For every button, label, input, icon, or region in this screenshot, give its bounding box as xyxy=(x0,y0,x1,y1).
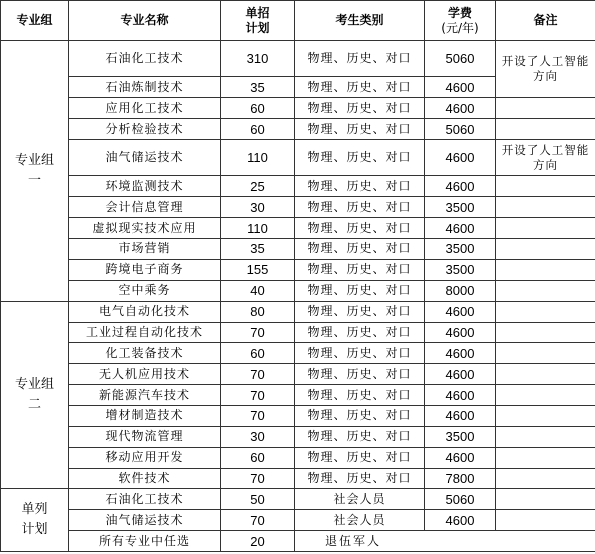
tuition-cell: 4600 xyxy=(425,77,496,98)
major-cell: 无人机应用技术 xyxy=(69,364,221,385)
major-cell: 石油炼制技术 xyxy=(69,77,221,98)
group-label-text: 专业组一 xyxy=(14,152,54,188)
table-row xyxy=(1,447,595,468)
tuition-cell: 3500 xyxy=(425,239,496,260)
major-cell: 石油化工技术 xyxy=(69,489,221,510)
table-row xyxy=(1,41,595,77)
quota-cell: 25 xyxy=(221,176,295,197)
quota-cell: 70 xyxy=(221,510,295,531)
quota-cell: 60 xyxy=(221,119,295,140)
note-cell: 开设了人工智能方向 xyxy=(496,41,595,98)
tuition-cell: 4600 xyxy=(425,405,496,426)
tuition-cell: 5060 xyxy=(425,489,496,510)
quota-cell: 110 xyxy=(221,140,295,176)
group-label-text: 单列计划 xyxy=(21,502,48,538)
note-cell xyxy=(496,301,595,322)
major-cell: 应用化工技术 xyxy=(69,98,221,119)
major-cell: 跨境电子商务 xyxy=(69,259,221,280)
major-cell: 虚拟现实技术应用 xyxy=(69,218,221,239)
major-cell: 化工装备技术 xyxy=(69,343,221,364)
table-row xyxy=(1,405,595,426)
major-cell: 工业过程自动化技术 xyxy=(69,322,221,343)
quota-cell: 35 xyxy=(221,239,295,260)
note-cell xyxy=(496,98,595,119)
table-row xyxy=(1,98,595,119)
tuition-cell: 4600 xyxy=(425,447,496,468)
note-cell xyxy=(496,218,595,239)
major-cell: 市场营销 xyxy=(69,239,221,260)
major-cell: 软件技术 xyxy=(69,468,221,489)
category-cell: 物理、历史、对口 xyxy=(295,405,425,426)
major-cell: 会计信息管理 xyxy=(69,197,221,218)
tuition-cell: 4600 xyxy=(425,343,496,364)
category-cell: 物理、历史、对口 xyxy=(295,176,425,197)
category-cell: 物理、历史、对口 xyxy=(295,322,425,343)
category-cell: 物理、历史、对口 xyxy=(295,259,425,280)
major-cell: 现代物流管理 xyxy=(69,426,221,447)
group-label-text: 专业组二 xyxy=(14,377,54,412)
group-label xyxy=(1,41,69,302)
header-category: 考生类别 xyxy=(295,1,425,41)
table-row xyxy=(1,364,595,385)
quota-cell: 310 xyxy=(221,41,295,77)
major-cell: 空中乘务 xyxy=(69,280,221,301)
quota-cell: 80 xyxy=(221,301,295,322)
category-cell: 退伍军人 xyxy=(295,531,595,552)
note-cell xyxy=(496,176,595,197)
table-row xyxy=(1,280,595,301)
tuition-cell: 3500 xyxy=(425,426,496,447)
category-cell: 物理、历史、对口 xyxy=(295,140,425,176)
tuition-cell: 4600 xyxy=(425,218,496,239)
table-row xyxy=(1,197,595,218)
category-cell: 物理、历史、对口 xyxy=(295,119,425,140)
note-cell xyxy=(496,119,595,140)
tuition-cell: 4600 xyxy=(425,510,496,531)
header-major: 专业名称 xyxy=(69,1,221,41)
tuition-cell: 4600 xyxy=(425,301,496,322)
table-row xyxy=(1,426,595,447)
note-cell xyxy=(496,343,595,364)
group-label xyxy=(1,489,69,552)
category-cell: 物理、历史、对口 xyxy=(295,426,425,447)
quota-cell: 70 xyxy=(221,405,295,426)
quota-cell: 110 xyxy=(221,218,295,239)
quota-cell: 70 xyxy=(221,322,295,343)
category-cell: 物理、历史、对口 xyxy=(295,98,425,119)
major-cell: 油气储运技术 xyxy=(69,140,221,176)
tuition-cell: 4600 xyxy=(425,385,496,406)
major-cell: 油气储运技术 xyxy=(69,510,221,531)
quota-cell: 70 xyxy=(221,385,295,406)
tuition-cell: 4600 xyxy=(425,364,496,385)
tuition-cell: 7800 xyxy=(425,468,496,489)
tuition-cell: 4600 xyxy=(425,98,496,119)
tuition-cell: 4600 xyxy=(425,322,496,343)
table-row xyxy=(1,510,595,531)
category-cell: 物理、历史、对口 xyxy=(295,447,425,468)
category-cell: 物理、历史、对口 xyxy=(295,468,425,489)
group-label xyxy=(1,301,69,489)
note-cell xyxy=(496,385,595,406)
major-cell: 新能源汽车技术 xyxy=(69,385,221,406)
tuition-cell: 4600 xyxy=(425,176,496,197)
header-tuition-line1: 学费 xyxy=(447,5,472,20)
quota-cell: 50 xyxy=(221,489,295,510)
note-cell xyxy=(496,364,595,385)
quota-cell: 30 xyxy=(221,426,295,447)
major-cell: 所有专业中任选 xyxy=(69,531,221,552)
tuition-cell: 5060 xyxy=(425,119,496,140)
note-cell: 开设了人工智能方向 xyxy=(496,140,595,176)
note-cell xyxy=(496,239,595,260)
quota-cell: 70 xyxy=(221,468,295,489)
tuition-cell: 8000 xyxy=(425,280,496,301)
major-cell: 石油化工技术 xyxy=(69,41,221,77)
note-cell xyxy=(496,280,595,301)
tuition-cell: 5060 xyxy=(425,41,496,77)
category-cell: 物理、历史、对口 xyxy=(295,197,425,218)
quota-cell: 60 xyxy=(221,343,295,364)
note-cell xyxy=(496,510,595,531)
category-cell: 社会人员 xyxy=(295,489,425,510)
quota-cell: 70 xyxy=(221,364,295,385)
category-cell: 物理、历史、对口 xyxy=(295,239,425,260)
note-cell xyxy=(496,489,595,510)
table-row xyxy=(1,218,595,239)
note-cell xyxy=(496,197,595,218)
header-tuition xyxy=(425,1,496,41)
header-note: 备注 xyxy=(496,1,595,41)
major-cell: 电气自动化技术 xyxy=(69,301,221,322)
quota-cell: 60 xyxy=(221,98,295,119)
note-cell xyxy=(496,322,595,343)
note-cell xyxy=(496,405,595,426)
table-row xyxy=(1,301,595,322)
table-row xyxy=(1,119,595,140)
quota-cell: 155 xyxy=(221,259,295,280)
header-quota-line2: 计划 xyxy=(245,20,270,35)
table-row xyxy=(1,343,595,364)
table-row xyxy=(1,468,595,489)
table-row xyxy=(1,176,595,197)
table-row xyxy=(1,239,595,260)
category-cell: 物理、历史、对口 xyxy=(295,218,425,239)
table-row xyxy=(1,531,595,552)
category-cell: 物理、历史、对口 xyxy=(295,77,425,98)
header-row xyxy=(1,1,595,41)
header-group: 专业组 xyxy=(1,1,69,41)
quota-cell: 40 xyxy=(221,280,295,301)
quota-cell: 30 xyxy=(221,197,295,218)
category-cell: 物理、历史、对口 xyxy=(295,41,425,77)
major-cell: 环境监测技术 xyxy=(69,176,221,197)
table-row xyxy=(1,259,595,280)
table-row xyxy=(1,385,595,406)
tuition-cell: 3500 xyxy=(425,259,496,280)
table-row xyxy=(1,140,595,176)
note-cell xyxy=(496,447,595,468)
table-row xyxy=(1,489,595,510)
header-quota-line1: 单招 xyxy=(245,5,270,20)
category-cell: 物理、历史、对口 xyxy=(295,280,425,301)
note-cell xyxy=(496,426,595,447)
major-cell: 移动应用开发 xyxy=(69,447,221,468)
header-quota xyxy=(221,1,295,41)
category-cell: 物理、历史、对口 xyxy=(295,301,425,322)
major-cell: 增材制造技术 xyxy=(69,405,221,426)
tuition-cell: 4600 xyxy=(425,140,496,176)
table-row xyxy=(1,322,595,343)
quota-cell: 60 xyxy=(221,447,295,468)
tuition-cell: 3500 xyxy=(425,197,496,218)
quota-cell: 35 xyxy=(221,77,295,98)
note-cell xyxy=(496,468,595,489)
header-tuition-line2: (元/年) xyxy=(441,20,479,35)
note-cell xyxy=(496,259,595,280)
category-cell: 物理、历史、对口 xyxy=(295,343,425,364)
major-cell: 分析检验技术 xyxy=(69,119,221,140)
category-cell: 社会人员 xyxy=(295,510,425,531)
category-cell: 物理、历史、对口 xyxy=(295,385,425,406)
category-cell: 物理、历史、对口 xyxy=(295,364,425,385)
quota-cell: 20 xyxy=(221,531,295,552)
